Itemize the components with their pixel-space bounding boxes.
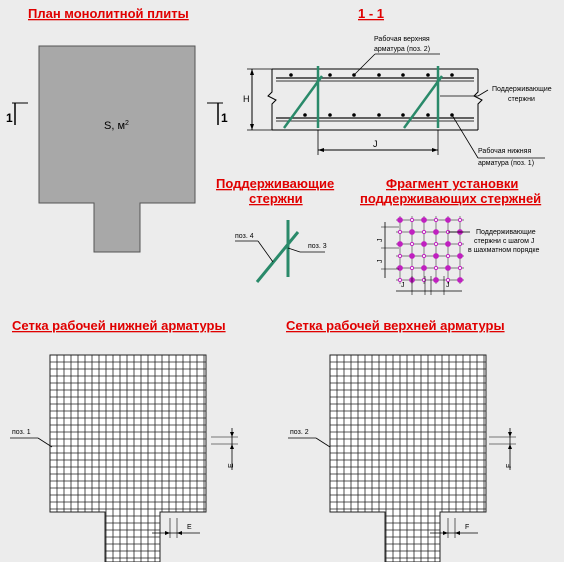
- svg-text:стержни с шагом J: стержни с шагом J: [474, 238, 535, 245]
- grid-node: [398, 254, 401, 257]
- support-point: [422, 266, 427, 271]
- svg-text:арматура (поз. 1): арматура (поз. 1): [478, 160, 535, 167]
- svg-text:стержни: стержни: [508, 96, 535, 103]
- grid-node: [410, 266, 413, 269]
- support-point: [398, 218, 403, 223]
- support-point: [422, 218, 427, 223]
- grid-node: [434, 242, 437, 245]
- fragment-title-1: Фрагмент установки: [386, 176, 519, 191]
- svg-text:поз. 3: поз. 3: [308, 243, 327, 250]
- support-point: [434, 230, 439, 235]
- grid-node: [458, 218, 461, 221]
- support-point: [458, 278, 463, 283]
- grid-node: [434, 218, 437, 221]
- svg-text:в шахматном порядке: в шахматном порядке: [468, 247, 540, 254]
- slab-area-label: S, $м^2$: [104, 120, 129, 132]
- grid-node: [446, 254, 449, 257]
- section-title: 1 - 1: [358, 6, 385, 21]
- support-point: [458, 254, 463, 259]
- support-point: [434, 278, 439, 283]
- support-point: [446, 218, 451, 223]
- grid-node: [458, 266, 461, 269]
- support-point: [434, 254, 439, 259]
- svg-text:J: J: [446, 282, 450, 289]
- svg-text:J: J: [373, 139, 378, 149]
- svg-text:Поддерживающие: Поддерживающие: [492, 86, 552, 93]
- support-bars-title-2: стержни: [249, 191, 303, 206]
- support-point: [446, 266, 451, 271]
- svg-text:J: J: [377, 238, 384, 242]
- grid-node: [398, 230, 401, 233]
- support-point: [398, 242, 403, 247]
- svg-text:1: 1: [6, 111, 13, 125]
- svg-text:E: E: [187, 524, 192, 531]
- support-point: [398, 266, 403, 271]
- support-point: [446, 242, 451, 247]
- svg-text:Рабочая нижняя: Рабочая нижняя: [478, 148, 532, 155]
- bottom-mesh-title: Сетка рабочей нижней арматуры: [12, 318, 226, 333]
- grid-node: [422, 254, 425, 257]
- svg-text:поз. 2: поз. 2: [290, 429, 309, 436]
- grid-node: [410, 218, 413, 221]
- svg-text:1: 1: [221, 111, 228, 125]
- support-point: [422, 242, 427, 247]
- grid-node: [458, 242, 461, 245]
- plan-title: План монолитной плиты: [28, 6, 189, 21]
- svg-text:арматура (поз. 2): арматура (поз. 2): [374, 46, 431, 53]
- grid-node: [434, 266, 437, 269]
- svg-text:H: H: [243, 94, 250, 104]
- grid-node: [410, 242, 413, 245]
- svg-text:поз. 4: поз. 4: [235, 233, 254, 240]
- svg-text:F: F: [506, 463, 513, 468]
- svg-text:F: F: [465, 524, 470, 531]
- svg-text:J: J: [401, 282, 405, 289]
- fragment-title-2: поддерживающих стержней: [360, 191, 542, 206]
- svg-text:E: E: [228, 463, 235, 468]
- top-mesh-title: Сетка рабочей верхней арматуры: [286, 318, 505, 333]
- svg-text:Поддерживающие: Поддерживающие: [476, 229, 536, 236]
- support-point: [410, 254, 415, 259]
- support-point: [410, 230, 415, 235]
- svg-text:Рабочая верхняя: Рабочая верхняя: [374, 36, 430, 43]
- svg-text:J: J: [377, 259, 384, 263]
- support-bars-title-1: Поддерживающие: [216, 176, 335, 191]
- svg-text:поз. 1: поз. 1: [12, 429, 31, 436]
- grid-node: [422, 230, 425, 233]
